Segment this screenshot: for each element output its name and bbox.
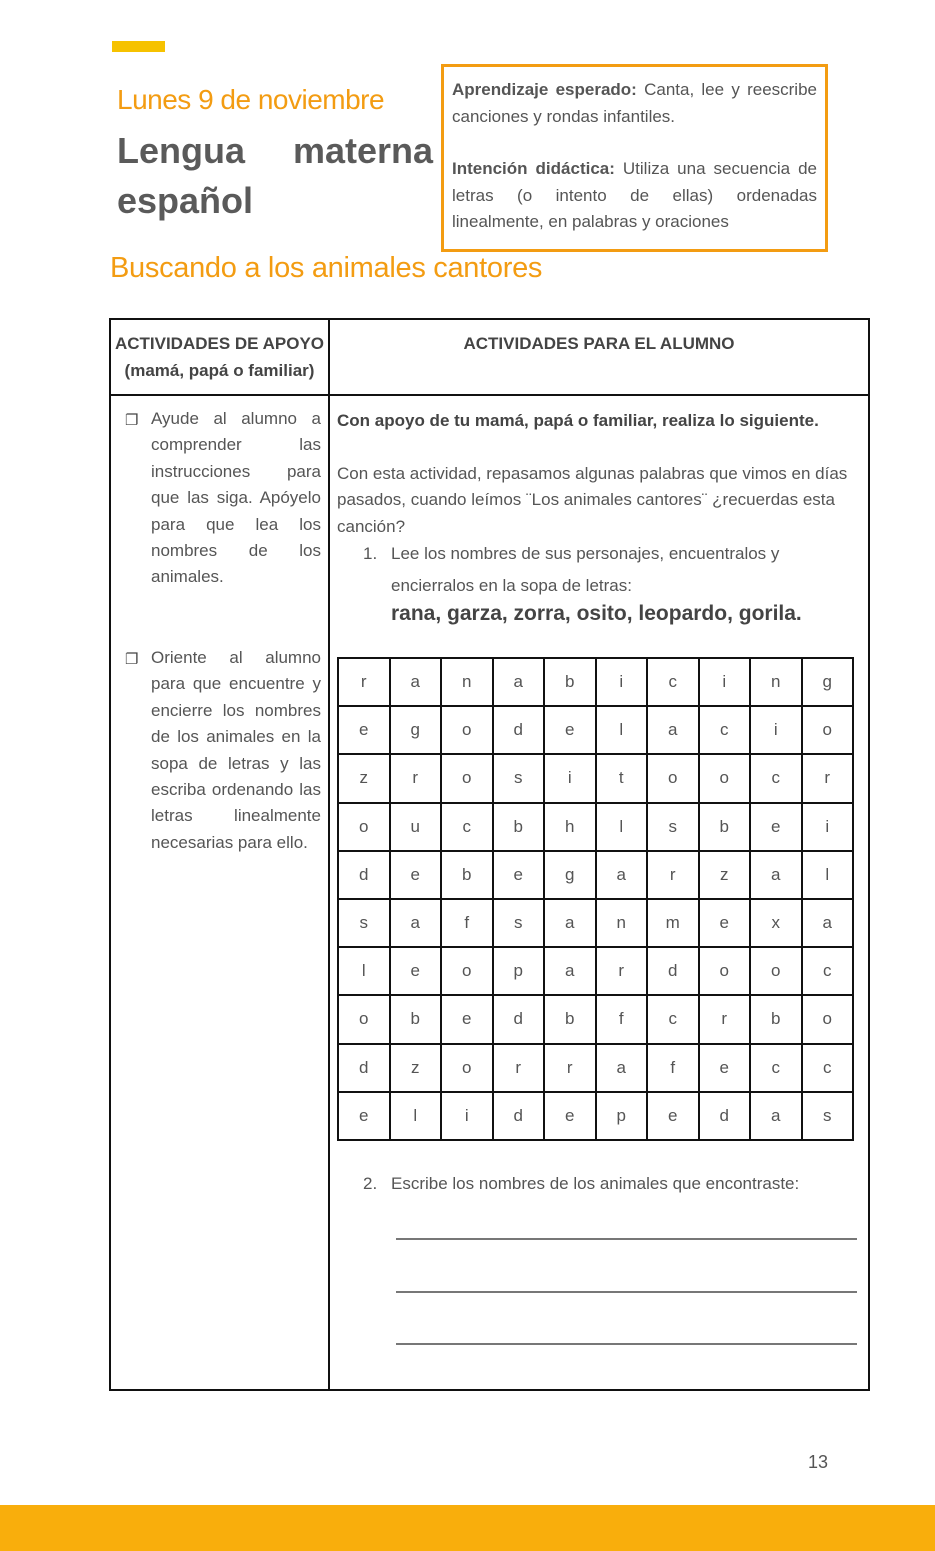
grid-cell[interactable]: a <box>647 706 699 754</box>
step-number: 1. <box>363 544 378 563</box>
header-support-line1: ACTIVIDADES DE APOYO <box>114 334 325 353</box>
grid-cell[interactable]: u <box>390 803 442 851</box>
grid-row <box>338 899 853 947</box>
grid-cell[interactable]: g <box>390 706 442 754</box>
activities-table <box>109 318 870 1391</box>
step-text: Lee los nombres de sus personajes, encuentralos y encierralos en la sopa de letras: <box>391 544 780 595</box>
header-divider <box>111 394 868 396</box>
grid-cell[interactable]: d <box>647 947 699 995</box>
grid-cell[interactable]: b <box>699 803 751 851</box>
grid-row <box>338 995 853 1043</box>
grid-cell[interactable]: c <box>750 754 802 802</box>
grid-cell[interactable]: c <box>647 658 699 706</box>
grid-cell[interactable]: o <box>338 995 390 1043</box>
step-text: Escribe los nombres de los animales que encontraste: <box>391 1174 800 1193</box>
aprendizaje-esperado <box>452 77 817 130</box>
grid-cell[interactable]: c <box>750 1044 802 1092</box>
grid-cell[interactable]: b <box>750 995 802 1043</box>
section-title: Buscando a los animales cantores <box>110 252 543 284</box>
grid-row <box>338 658 853 706</box>
grid-cell[interactable]: b <box>390 995 442 1043</box>
header-support-activities <box>111 330 328 384</box>
checkbox-icon: ❐ <box>125 412 139 429</box>
grid-cell[interactable]: z <box>338 754 390 802</box>
grid-cell[interactable]: e <box>699 1044 751 1092</box>
grid-cell[interactable]: r <box>647 851 699 899</box>
grid-cell[interactable]: d <box>493 995 545 1043</box>
checkbox-icon: ❐ <box>125 651 139 668</box>
grid-cell[interactable]: o <box>441 706 493 754</box>
grid-cell[interactable]: o <box>750 947 802 995</box>
subject-word-3: español <box>117 180 254 221</box>
grid-cell[interactable]: i <box>544 754 596 802</box>
grid-cell[interactable]: d <box>338 851 390 899</box>
grid-cell[interactable]: s <box>493 899 545 947</box>
grid-cell[interactable]: p <box>596 1092 648 1140</box>
grid-cell[interactable]: i <box>802 803 854 851</box>
answer-line[interactable] <box>396 1343 857 1345</box>
grid-cell[interactable]: l <box>596 803 648 851</box>
grid-cell[interactable]: d <box>493 1092 545 1140</box>
step-number: 2. <box>363 1174 378 1193</box>
grid-cell[interactable]: m <box>647 899 699 947</box>
answer-line[interactable] <box>396 1238 857 1240</box>
grid-cell[interactable]: f <box>647 1044 699 1092</box>
grid-row <box>338 1044 853 1092</box>
grid-cell[interactable]: c <box>802 947 854 995</box>
grid-cell[interactable]: t <box>596 754 648 802</box>
grid-cell[interactable]: l <box>390 1092 442 1140</box>
grid-cell[interactable]: e <box>544 1092 596 1140</box>
grid-cell[interactable]: o <box>699 947 751 995</box>
grid-cell[interactable]: r <box>338 658 390 706</box>
aprendizaje-text: Canta, lee y reescribe canciones y rondas infantiles. <box>452 80 817 126</box>
grid-cell[interactable]: e <box>544 706 596 754</box>
grid-cell[interactable]: z <box>390 1044 442 1092</box>
grid-cell[interactable]: e <box>338 1092 390 1140</box>
answer-line[interactable] <box>396 1291 857 1293</box>
grid-row <box>338 803 853 851</box>
grid-cell[interactable]: a <box>750 1092 802 1140</box>
grid-cell[interactable]: r <box>544 1044 596 1092</box>
grid-cell[interactable]: o <box>647 754 699 802</box>
grid-cell[interactable]: i <box>596 658 648 706</box>
grid-cell[interactable]: x <box>750 899 802 947</box>
grid-cell[interactable]: o <box>802 995 854 1043</box>
page-number: 13 <box>808 1452 829 1472</box>
objectives-box <box>441 64 828 252</box>
student-paragraph: Con esta actividad, repasamos algunas palabras que vimos en días pasados, cuando leímos ¨Los animales cantores¨ ¿recuerdas esta canción? <box>337 464 848 536</box>
grid-cell[interactable]: a <box>493 658 545 706</box>
grid-cell[interactable]: f <box>441 899 493 947</box>
grid-cell[interactable]: e <box>390 947 442 995</box>
grid-cell[interactable]: h <box>544 803 596 851</box>
grid-cell[interactable]: a <box>750 851 802 899</box>
column-divider <box>328 320 330 1389</box>
grid-cell[interactable]: p <box>493 947 545 995</box>
grid-cell[interactable]: c <box>802 1044 854 1092</box>
grid-cell[interactable]: o <box>441 1044 493 1092</box>
grid-cell[interactable]: r <box>699 995 751 1043</box>
grid-cell[interactable]: f <box>596 995 648 1043</box>
grid-cell[interactable]: o <box>441 947 493 995</box>
intencion-didactica <box>452 156 817 236</box>
grid-cell[interactable]: l <box>802 851 854 899</box>
intencion-text: Utiliza una secuencia de letras (o intento de ellas) ordenadas linealmente, en palabras y oraciones <box>452 159 817 231</box>
grid-cell[interactable]: r <box>390 754 442 802</box>
grid-cell[interactable]: d <box>493 706 545 754</box>
grid-cell[interactable]: e <box>699 899 751 947</box>
grid-cell[interactable]: o <box>699 754 751 802</box>
grid-cell[interactable]: b <box>493 803 545 851</box>
grid-cell[interactable]: g <box>544 851 596 899</box>
header-support-line2: (mamá, papá o familiar) <box>124 361 315 380</box>
grid-cell[interactable]: s <box>647 803 699 851</box>
subject-word-1: Lengua <box>117 130 246 171</box>
grid-cell[interactable]: c <box>647 995 699 1043</box>
header-student-activities: ACTIVIDADES PARA EL ALUMNO <box>463 334 735 353</box>
support-tip-1 <box>125 406 321 591</box>
grid-cell[interactable]: a <box>544 899 596 947</box>
grid-cell[interactable]: a <box>390 899 442 947</box>
grid-cell[interactable]: e <box>441 995 493 1043</box>
animal-list: rana, garza, zorra, osito, leopardo, gorila. <box>391 602 802 625</box>
grid-row <box>338 1092 853 1140</box>
grid-cell[interactable]: b <box>544 658 596 706</box>
grid-cell[interactable]: l <box>596 706 648 754</box>
grid-cell[interactable]: s <box>493 754 545 802</box>
grid-cell[interactable]: e <box>390 851 442 899</box>
grid-row <box>338 754 853 802</box>
grid-cell[interactable]: n <box>596 899 648 947</box>
grid-cell[interactable]: o <box>338 803 390 851</box>
grid-row <box>338 851 853 899</box>
grid-cell[interactable]: o <box>802 706 854 754</box>
grid-cell[interactable]: z <box>699 851 751 899</box>
grid-cell[interactable]: l <box>338 947 390 995</box>
intencion-label: Intención didáctica: <box>452 159 615 178</box>
grid-cell[interactable]: e <box>647 1092 699 1140</box>
grid-cell[interactable]: b <box>441 851 493 899</box>
subject-title <box>117 126 433 226</box>
grid-cell[interactable]: i <box>441 1092 493 1140</box>
step-2 <box>363 1168 843 1200</box>
grid-row <box>338 706 853 754</box>
grid-cell[interactable]: n <box>441 658 493 706</box>
grid-cell[interactable]: e <box>338 706 390 754</box>
grid-cell[interactable]: d <box>338 1044 390 1092</box>
aprendizaje-label: Aprendizaje esperado: <box>452 80 637 99</box>
grid-cell[interactable]: r <box>802 754 854 802</box>
grid-cell[interactable]: d <box>699 1092 751 1140</box>
accent-bar <box>112 41 165 52</box>
grid-cell[interactable]: r <box>596 947 648 995</box>
grid-row <box>338 947 853 995</box>
grid-cell[interactable]: i <box>699 658 751 706</box>
student-intro: Con apoyo de tu mamá, papá o familiar, realiza lo siguiente. <box>337 411 819 430</box>
grid-cell[interactable]: e <box>493 851 545 899</box>
word-search-grid <box>337 657 854 1141</box>
grid-cell[interactable]: b <box>544 995 596 1043</box>
grid-cell[interactable]: n <box>750 658 802 706</box>
grid-cell[interactable]: s <box>338 899 390 947</box>
grid-cell[interactable]: e <box>750 803 802 851</box>
grid-cell[interactable]: a <box>596 1044 648 1092</box>
grid-cell[interactable]: g <box>802 658 854 706</box>
grid-cell[interactable]: c <box>699 706 751 754</box>
grid-cell[interactable]: o <box>441 754 493 802</box>
subject-word-2: materna <box>292 130 433 171</box>
grid-cell[interactable]: i <box>750 706 802 754</box>
support-tip-text: Oriente al alumno para que encuentre y encierre los nombres de los animales en la sopa de letras y las escriba ordenando las letras linealmente necesarias para ello. <box>151 648 321 852</box>
grid-cell[interactable]: a <box>390 658 442 706</box>
grid-cell[interactable]: c <box>441 803 493 851</box>
lesson-date: Lunes 9 de noviembre <box>117 84 385 115</box>
step-1 <box>363 538 863 602</box>
grid-cell[interactable]: r <box>493 1044 545 1092</box>
grid-cell[interactable]: a <box>802 899 854 947</box>
footer-bar <box>0 1505 935 1551</box>
support-tip-2 <box>125 645 321 856</box>
support-tip-text: Ayude al alumno a comprender las instrucciones para que las siga. Apóyelo para que lea los nombres de los animales. <box>151 409 321 587</box>
grid-cell[interactable]: a <box>544 947 596 995</box>
grid-cell[interactable]: s <box>802 1092 854 1140</box>
grid-cell[interactable]: a <box>596 851 648 899</box>
